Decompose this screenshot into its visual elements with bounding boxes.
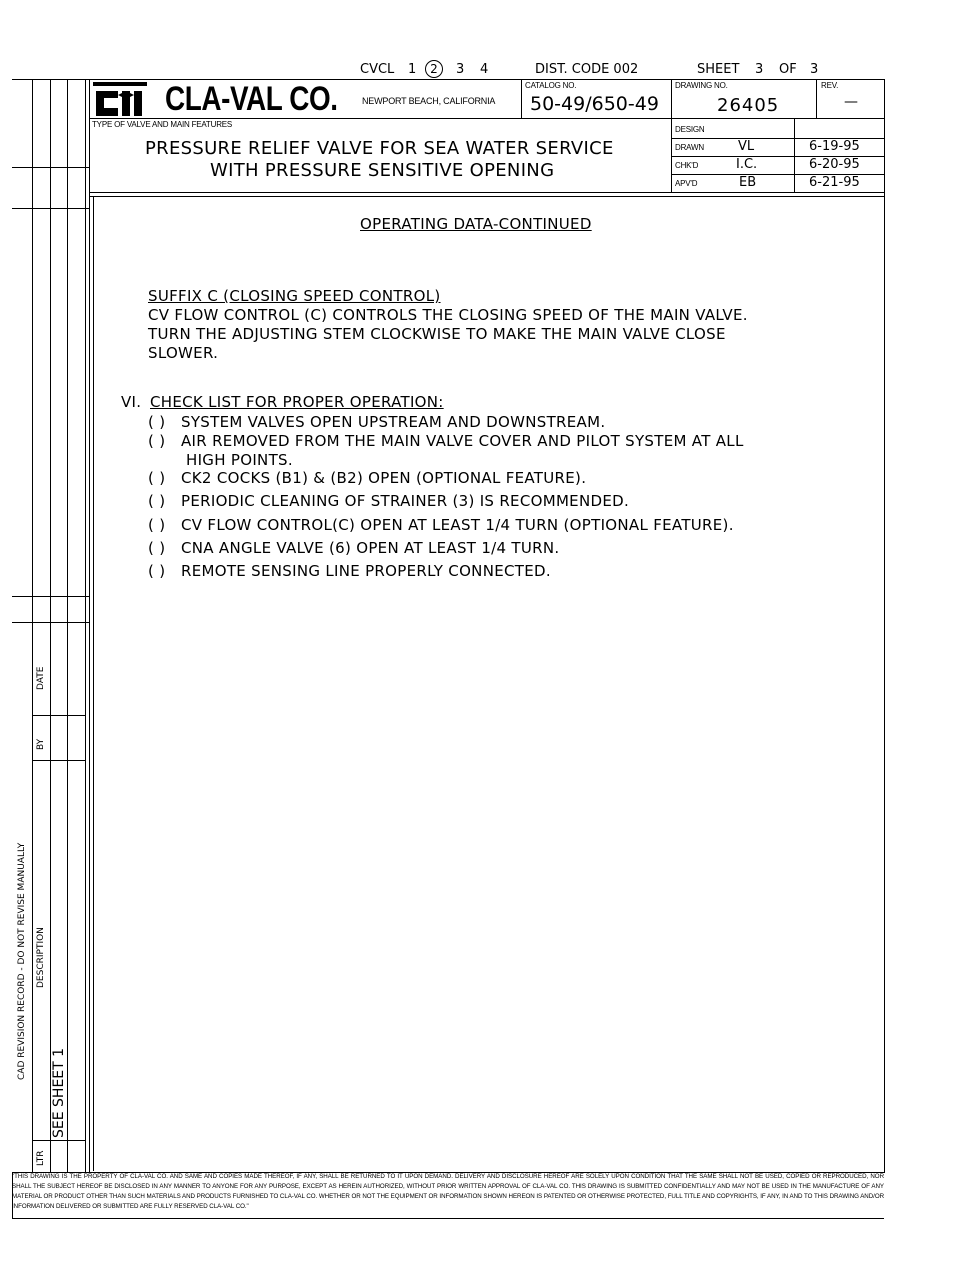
catalog-left-line (521, 79, 522, 118)
revision-record-label: CAD REVISION RECORD - DO NOT REVISE MANUALLY (17, 842, 27, 1080)
content-left-line (93, 196, 94, 1171)
suffix-c-line-3: SLOWER. (148, 344, 219, 362)
checklist-item-continuation: HIGH POINTS. (186, 451, 293, 469)
suffix-c-line-2: TURN THE ADJUSTING STEM CLOCKWISE TO MAKE THE MAIN VALVE CLOSE (148, 325, 726, 343)
checklist-item: CNA ANGLE VALVE (6) OPEN AT LEAST 1/4 TURN. (181, 539, 560, 557)
description-label: DESCRIPTION (36, 927, 46, 988)
checklist-heading: CHECK LIST FOR PROPER OPERATION: (150, 393, 444, 411)
title-divider-line (89, 118, 884, 119)
drawn-by: VL (738, 139, 755, 154)
rev-column-line-c (67, 79, 68, 1173)
sheet-of-label: OF (779, 62, 797, 77)
valve-title-line-2: WITH PRESSURE SENSITIVE OPENING (210, 160, 555, 181)
sheet-label: SHEET (697, 62, 740, 77)
drawn-date: 6-19-95 (809, 139, 860, 154)
cla-val-logo-icon (92, 81, 148, 119)
company-name: CLA-VAL CO. (165, 80, 338, 118)
right-panel-left-line (671, 79, 672, 192)
checklist-item: PERIODIC CLEANING OF STRAINER (3) IS RECOMMENDED. (181, 492, 630, 510)
rev-row-line-5 (32, 715, 85, 716)
cvcl-option-1: 1 (408, 62, 417, 77)
checked-by: I.C. (736, 157, 758, 172)
checklist-checkbox: ( ) (148, 413, 166, 431)
rev-row-line-7 (32, 1140, 85, 1141)
catalog-number: 50-49/650-49 (530, 93, 659, 115)
footer-bottom-line (12, 1218, 884, 1219)
rev-row-line-1 (12, 167, 89, 168)
checklist-item: REMOTE SENSING LINE PROPERLY CONNECTED. (181, 562, 551, 580)
valve-type-label: TYPE OF VALVE AND MAIN FEATURES (92, 120, 233, 129)
design-label: DESIGN (675, 125, 705, 134)
approvals-date-left-line (794, 118, 795, 192)
suffix-c-heading: SUFFIX C (CLOSING SPEED CONTROL) (148, 287, 441, 305)
by-label: BY (36, 738, 46, 750)
section-heading: OPERATING DATA-CONTINUED (360, 215, 592, 233)
title-block-left-line (89, 79, 90, 1173)
checklist-checkbox: ( ) (148, 516, 166, 534)
frame-top-line (12, 79, 884, 80)
date-label: DATE (36, 666, 46, 690)
checklist-checkbox: ( ) (148, 469, 166, 487)
sheet-total: 3 (810, 62, 819, 77)
suffix-c-line-1: CV FLOW CONTROL (C) CONTROLS THE CLOSING SPEED OF THE MAIN VALVE. (148, 306, 748, 324)
dist-code: DIST. CODE 002 (535, 62, 639, 77)
checklist-item: CV FLOW CONTROL(C) OPEN AT LEAST 1/4 TURN (OPTIONAL FEATURE). (181, 516, 734, 534)
cvcl-option-2-selected: 2 (425, 60, 443, 78)
drawing-number-label: DRAWING NO. (675, 81, 728, 90)
ltr-label: LTR (36, 1150, 46, 1166)
confidentiality-disclaimer: "THIS DRAWING IS THE PROPERTY OF CLA-VAL CO. AND SAME AND COPIES MADE THEREOF, IF ANY, SHALL BE RETURNED TO IT UPON DEMAND. DELIVERY AND DISCLOSURE HEREOF ARE SOLELY UPON CONDITION THAT THE SAME SHALL NOT BE USED, COPIED OR REPRODUCED, NOR SHALL THE SUBJECT HEREOF BE DISCLOSED IN ANY MANNER TO ANYONE FOR ANY PURPOSE, EXCEPT AS HEREIN AUTHORIZED, WITHOUT PRIOR WRITTEN APPROVAL OF CLA-VAL CO. THIS DRAWING IS SUBMITTED CONFIDENTIALLY AND MAY NOT BE USED IN THE MANUFACTURE OF ANY MATERIAL OR PRODUCT OTHER THAN SUCH MATERIALS AND PRODUCTS FURNISHED TO CLA-VAL CO. WHETHER OR NOT THE EQUIPMENT OR INFORMATION SHOWN HEREON IS PATENTED OR OTHERWISE PROTECTED, FULL TITLE AND COPYRIGHTS, IF ANY, IN AND TO THIS DRAWING AND/OR INFORMATION DELIVERED OR SUBMITTED ARE FULLY RESERVED CLA-VAL CO." (12, 1173, 884, 1210)
checklist-item: SYSTEM VALVES OPEN UPSTREAM AND DOWNSTREAM. (181, 413, 606, 431)
rev-column-line-a (32, 79, 33, 1173)
checklist-checkbox: ( ) (148, 562, 166, 580)
cvcl-option-4: 4 (480, 62, 489, 77)
valve-title-line-1: PRESSURE RELIEF VALVE FOR SEA WATER SERVICE (145, 138, 614, 159)
rev-row-line-4 (12, 622, 89, 623)
see-sheet-label: SEE SHEET 1 (51, 1047, 67, 1138)
checked-label: CHK'D (675, 161, 699, 170)
catalog-label: CATALOG NO. (525, 81, 577, 90)
checked-date: 6-20-95 (809, 157, 860, 172)
checklist-checkbox: ( ) (148, 432, 166, 450)
company-location: NEWPORT BEACH, CALIFORNIA (362, 96, 496, 106)
rev-column-line-b (50, 79, 51, 1173)
frame-right-line (884, 79, 885, 1173)
checklist-number: VI. (121, 393, 142, 411)
rev-left-line (816, 79, 817, 118)
title-block-bottom-line (89, 192, 884, 193)
checklist-checkbox: ( ) (148, 492, 166, 510)
rev-row-line-6 (32, 760, 85, 761)
cvcl-label: CVCL (360, 62, 395, 77)
rev-column-line-d (85, 79, 86, 1173)
drawn-label: DRAWN (675, 143, 704, 152)
rev-row-line-3 (12, 596, 89, 597)
approved-date: 6-21-95 (809, 175, 860, 190)
checklist-item: AIR REMOVED FROM THE MAIN VALVE COVER AND PILOT SYSTEM AT ALL (181, 432, 744, 450)
content-top-line (89, 196, 884, 197)
drawing-number: 26405 (717, 95, 780, 116)
rev-value: — (844, 94, 858, 110)
sheet-number: 3 (755, 62, 764, 77)
checklist-checkbox: ( ) (148, 539, 166, 557)
rev-row-line-2 (12, 208, 89, 209)
cvcl-option-3: 3 (456, 62, 465, 77)
approved-by: EB (739, 175, 757, 190)
checklist-item: CK2 COCKS (B1) & (B2) OPEN (OPTIONAL FEATURE). (181, 469, 587, 487)
rev-label: REV. (821, 81, 839, 90)
approved-label: APV'D (675, 179, 698, 188)
